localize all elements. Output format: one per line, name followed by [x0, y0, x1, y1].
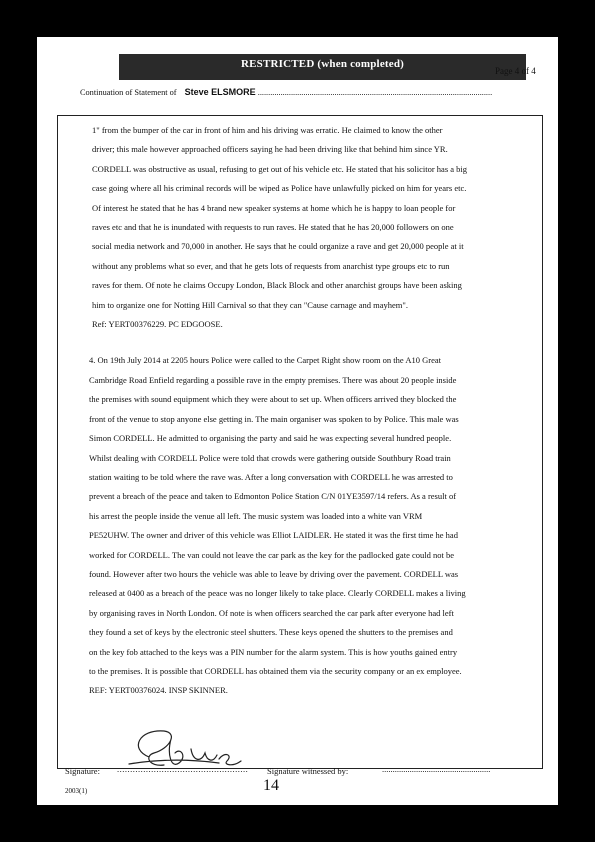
continuation-dots: .................................................................................................................	[257, 88, 493, 97]
text-line: released at 0400 as a breach of the peace was no longer likely to take place. Clearly CORDELL makes a living	[89, 588, 466, 599]
text-line: found. However after two hours the vehicle was able to leave by driving over the pavement. CORDELL was	[89, 568, 459, 579]
statement-body	[69, 121, 541, 701]
text-line: case going where all his criminal records will be wiped as Police have unlawfully picked on him for years etc.	[92, 183, 467, 194]
continuation-line	[80, 87, 540, 97]
page-indicator: Page 4 of 4	[495, 66, 536, 76]
witness-signature-label: Signature witnessed by:	[267, 766, 349, 776]
signature-line: ..................................................	[117, 764, 249, 774]
text-line: driver; this male however approached officers saying he had been driving like that behind him since YR.	[92, 144, 448, 155]
paragraph-2	[69, 351, 541, 700]
text-line: Of interest he stated that he has 4 brand new speaker systems at home which he is happy to loan people for	[92, 202, 456, 213]
text-line: without any problems what so ever, and that he gets lots of requests from anarchist type groups etc to run	[92, 260, 450, 271]
text-line: him to organize one for Notting Hill Carnival so that they can "Cause carnage and mayhem".	[92, 299, 408, 310]
text-line: REF: YERT00376024. INSP SKINNER.	[89, 685, 228, 696]
text-line: social media network and 70,000 in another. He says that he could organize a rave and get 20,000 people at it	[92, 241, 464, 252]
text-line: raves etc and that he is inundated with requests to run raves. He stated that he has 20,000 followers on one	[92, 222, 454, 233]
text-line: they found a set of keys by the electronic steel shutters. These keys opened the shutters to the premises and	[89, 627, 453, 638]
text-line: Ref: YERT00376229. PC EDGOOSE.	[92, 319, 223, 330]
text-line: Whilst dealing with CORDELL Police were told that crowds were gathering outside Southbury Road train	[89, 452, 451, 463]
document-page-number: 14	[263, 777, 279, 794]
witness-name: Steve ELSMORE	[184, 87, 256, 97]
text-line: station waiting to be told where the rave was. After a long conversation with CORDELL he was arrested to	[89, 471, 453, 482]
text-line: raves for them. Of note he claims Occupy London, Black Block and other anarchist groups have been asking	[92, 280, 462, 291]
text-line: the premises with sound equipment which they were about to set up. When officers arrived they blocked the	[89, 394, 457, 405]
paragraph-1	[69, 121, 541, 334]
text-line: PE52UHW. The owner and driver of this vehicle was Elliot LAIDLER. He stated it was the first time he had	[89, 530, 458, 541]
continuation-label: Continuation of Statement of	[80, 88, 177, 97]
text-line: Cambridge Road Enfield regarding a possible rave in the empty premises. There was about 20 people inside	[89, 374, 457, 385]
form-code: 2003(1)	[65, 787, 88, 795]
signature-label: Signature:	[65, 766, 100, 776]
statement-page	[37, 37, 558, 805]
text-line: prevent a breach of the peace and taken to Edmonton Police Station C/N 01YE3597/14 refers. As a result of	[89, 491, 457, 502]
text-line: worked for CORDELL. The van could not leave the car park as the key for the padlocked gate could not be	[89, 549, 454, 560]
text-line: to the premises. It is possible that CORDELL has obtained them via the security company or an ex employee.	[89, 665, 462, 676]
text-line: his arrest the people inside the venue all left. The music system was loaded into a white van VRM	[89, 510, 423, 521]
text-line: CORDELL was obstructive as usual, refusing to get out of his vehicle etc. He stated that his solicitor has a big	[92, 163, 468, 174]
restricted-banner: RESTRICTED (when completed)	[119, 54, 526, 80]
text-line: on the key fob attached to the keys was a PIN number for the alarm system. This is how youths gained entry	[89, 646, 458, 657]
text-line: 4. On 19th July 2014 at 2205 hours Police were called to the Carpet Right show room on the A10 Great	[89, 355, 441, 366]
witness-signature-line: ...................................................	[382, 764, 491, 774]
text-line: Simon CORDELL. He admitted to organising the party and said he was expecting several hundred people.	[89, 433, 452, 444]
text-line: front of the venue to stop anyone else getting in. The main organiser was spoken to by Police. This male was	[89, 413, 459, 424]
text-line: by organising raves in North London. Of note is when officers searched the car park after everyone had left	[89, 607, 454, 618]
text-line: 1" from the bumper of the car in front of him and his driving was erratic. He claimed to know the other	[92, 125, 443, 135]
